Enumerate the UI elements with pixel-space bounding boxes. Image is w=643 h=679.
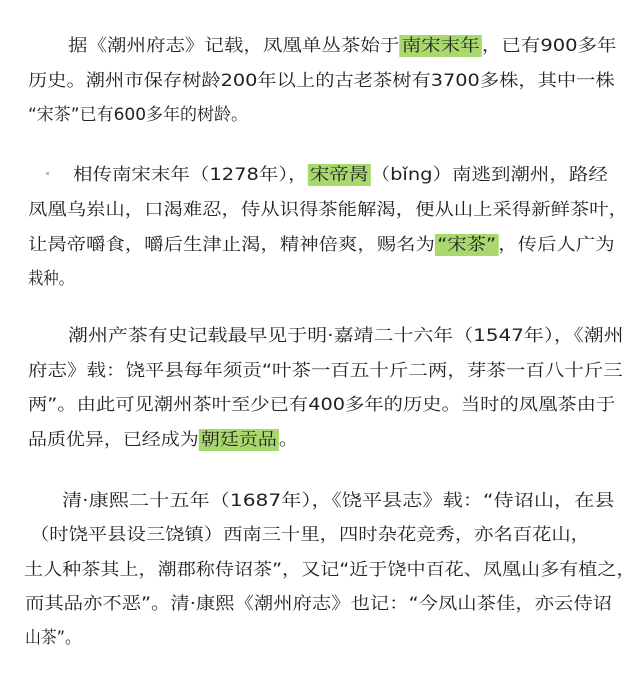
text-line — [28, 101, 248, 129]
text-segment: 而其品亦不恶”。清·康熙《潮州府志》也记：“今凤山茶佳，亦云侍诏 — [25, 594, 613, 614]
text-segment: ，传后人广为 — [498, 235, 615, 255]
text-segment: 潮州产茶有史记载最早见于明·嘉靖二十六年（1547年），《潮州 — [68, 326, 624, 346]
text-segment: 土人种茶其上，潮郡称侍诏茶”，又记“近于饶中百花、凤凰山多有植之， — [24, 560, 636, 580]
text-segment: 两”。由此可见潮州茶叶至少已有400多年的历史。当时的凤凰茶由于 — [28, 395, 616, 415]
text-segment: 凤凰乌岽山，口渴难忍，侍从识得茶能解渴，便从山上采得新鲜茶叶， — [28, 200, 628, 220]
text-segment: （时饶平县设三饶镇）西南三十里，四时杂花竞秀，亦名百花山， — [30, 525, 590, 545]
text-line — [68, 322, 624, 350]
text-line — [28, 426, 298, 454]
highlighted-phrase: 朝廷贡品 — [199, 429, 279, 451]
text-line — [25, 590, 612, 618]
text-segment: 清·康熙二十五年（1687年），《饶平县志》载：“侍诏山，在县 — [62, 491, 615, 511]
text-segment: 据《潮州府志》记载，凤凰单丛茶始于 — [68, 36, 400, 56]
text-line — [28, 67, 615, 95]
text-line — [68, 32, 616, 60]
text-line — [73, 161, 608, 189]
text-line — [62, 487, 615, 515]
text-segment: 让昺帝嚼食，嚼后生津止渴，精神倍爽，赐名为 — [28, 235, 435, 255]
text-line — [28, 265, 74, 293]
highlighted-phrase: 南宋末年 — [399, 35, 482, 57]
text-line — [28, 357, 623, 385]
text-segment: 品质优异，已经成为 — [28, 430, 199, 450]
text-segment: （bǐng）南逃到潮州，路经 — [370, 165, 608, 185]
text-segment: 历史。潮州市保存树龄200年以上的古老茶树有3700多株，其中一株 — [28, 71, 615, 91]
text-line — [28, 231, 615, 259]
text-segment: 府志》载：饶平县每年须贡“叶茶一百五十斤二两，芽茶一百八十斤三 — [28, 361, 623, 381]
highlighted-phrase: 宋帝昺 — [308, 164, 371, 186]
text-line — [28, 196, 628, 224]
text-segment: 相传南宋末年（1278年）， — [73, 165, 308, 185]
text-segment: ，已有900多年 — [481, 36, 617, 56]
text-segment: 山茶”。 — [25, 628, 81, 648]
text-line — [24, 556, 636, 584]
text-line — [28, 391, 615, 419]
text-segment: “宋茶”已有600多年的树龄。 — [28, 105, 249, 125]
bullet-marker — [46, 172, 49, 175]
text-segment: 。 — [279, 430, 298, 450]
text-line — [25, 624, 81, 652]
highlighted-phrase: “宋茶” — [435, 234, 498, 256]
text-segment: 栽种。 — [28, 269, 75, 289]
text-line — [30, 521, 590, 549]
